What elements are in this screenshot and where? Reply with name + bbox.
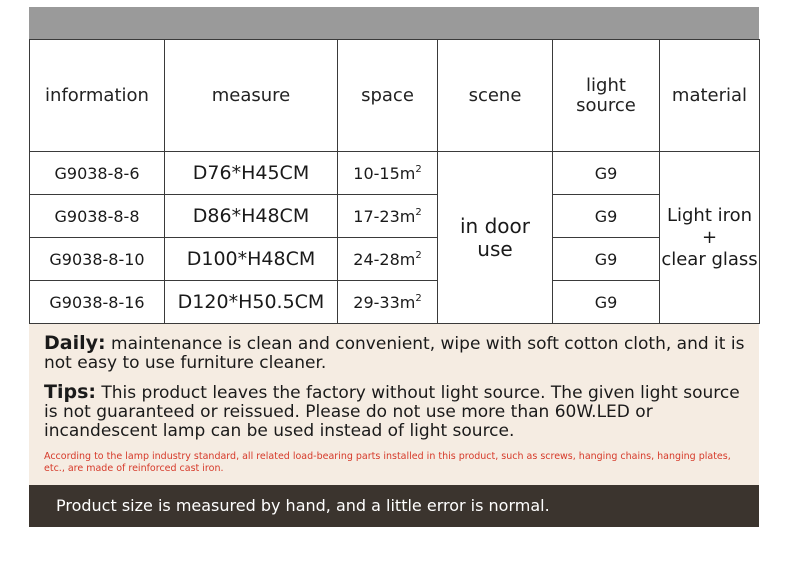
daily-note: Daily: maintenance is clean and convenient, wipe with soft cotton cloth, and it is not easy to use furniture cleaner. xyxy=(44,332,745,373)
header-light-source: light source xyxy=(553,40,660,152)
tips-note: Tips: This product leaves the factory without light source. The given light source is not guaranteed or reissued. Please do not use more than 60W.LED or incandescent lamp can be used instead of light source. xyxy=(44,381,740,441)
space-value: $17-23m^2$ xyxy=(338,195,438,238)
light-source-value: G9 xyxy=(553,152,660,195)
space-value: $10-15m^2$ xyxy=(338,152,438,195)
top-bar xyxy=(29,7,759,39)
standard-note: According to the lamp industry standard, all related load-bearing parts installed in this product, such as screws, hanging chains, hanging plates, etc., are made of reinforced cast iron. xyxy=(44,451,731,474)
table-row xyxy=(30,195,760,238)
spec-table xyxy=(29,39,760,324)
header-measure: measure xyxy=(165,40,338,152)
model-code: G9038-8-6 xyxy=(30,152,165,195)
header-space: space xyxy=(338,40,438,152)
material-value: Light iron + clear glass xyxy=(660,152,760,324)
model-code: G9038-8-16 xyxy=(30,281,165,324)
model-code: G9038-8-10 xyxy=(30,238,165,281)
measure-value: D76*H45CM xyxy=(165,152,338,195)
header-row xyxy=(30,40,760,152)
header-scene: scene xyxy=(438,40,553,152)
measure-value: D86*H48CM xyxy=(165,195,338,238)
measure-value: D120*H50.5CM xyxy=(165,281,338,324)
table-row xyxy=(30,281,760,324)
model-code: G9038-8-8 xyxy=(30,195,165,238)
notes-panel xyxy=(29,324,759,485)
light-source-value: G9 xyxy=(553,195,660,238)
table-row xyxy=(30,152,760,195)
scene-value: in door use xyxy=(438,152,553,324)
measure-value: D100*H48CM xyxy=(165,238,338,281)
spec-sheet xyxy=(29,7,759,527)
light-source-value: G9 xyxy=(553,238,660,281)
space-value: $29-33m^2$ xyxy=(338,281,438,324)
space-value: $24-28m^2$ xyxy=(338,238,438,281)
footer-bar xyxy=(29,485,759,527)
footer-text: Product size is measured by hand, and a little error is normal. xyxy=(56,496,550,515)
header-material: material xyxy=(660,40,760,152)
table-row xyxy=(30,238,760,281)
light-source-value: G9 xyxy=(553,281,660,324)
header-information: information xyxy=(30,40,165,152)
